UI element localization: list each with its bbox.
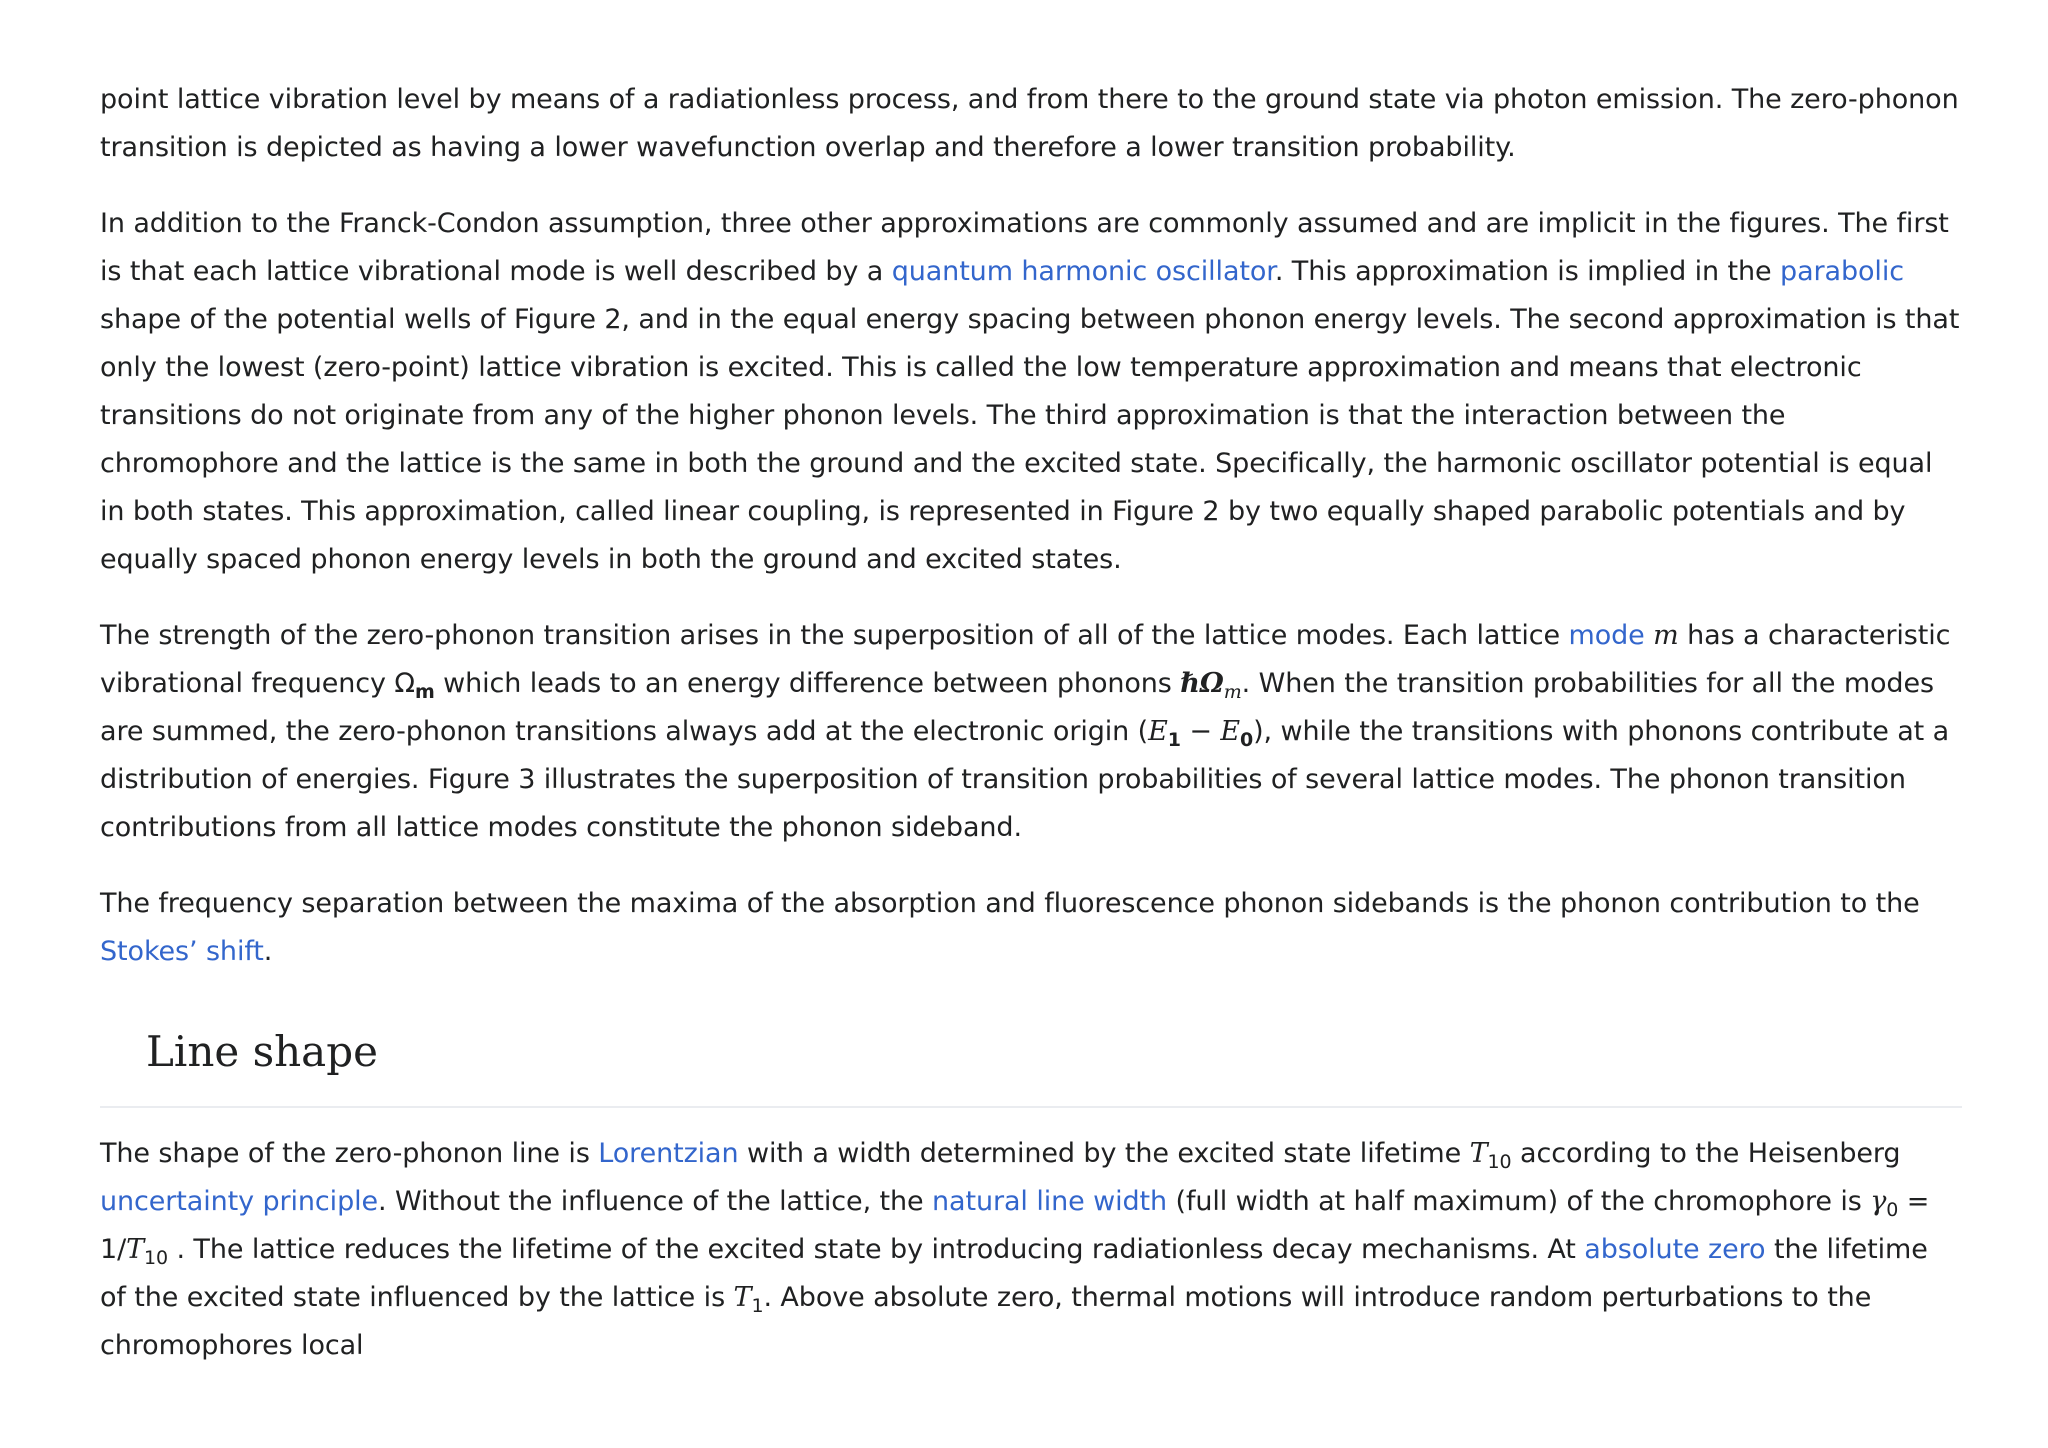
text: (full width at half maximum) of the chromophore is [1167, 1186, 1871, 1217]
text: with a width determined by the excited state lifetime [738, 1138, 1470, 1169]
text: point lattice vibration level by means of a radiationless process, and from there to the ground state via photon emission. The zero-phonon transition is depicted as having a lower wavefunction overlap and therefore a lower transition probability. [100, 84, 1959, 163]
link-mode[interactable]: mode [1568, 620, 1645, 651]
link-lorentzian[interactable]: Lorentzian [598, 1138, 739, 1169]
link-quantum-harmonic-oscillator[interactable]: quantum harmonic oscillator [891, 256, 1275, 287]
text: The shape of the zero-phonon line is [100, 1138, 599, 1169]
text: . This approximation is implied in the [1274, 256, 1781, 287]
paragraph-1 [100, 76, 1962, 172]
text: The strength of the zero-phonon transition arises in the superposition of all of the lattice modes. Each lattice [100, 620, 1569, 651]
paragraph-3: The strength of the zero-phonon transition arises in the superposition of all of the lattice modes. Each lattice mode m has a characteristic vibrational frequency $\Omega_m$ which leads to an energy difference between phonons ℏΩ$_m$. When the transition probabilities for all the modes are summed, the zero-phonon transitions always add at the electronic origin $(E_1 - E_0)$, while the transitions with phonons contribute at a distribution of energies. Figure 3 illustrates the superposition of transition probabilities of several lattice modes. The phonon transition contributions from all lattice modes constitute the phonon sideband. [100, 620, 1951, 843]
text: The frequency separation between the maxima of the absorption and fluorescence phonon sidebands is the phonon contribution to the [100, 888, 1920, 919]
link-stokes-shift[interactable]: Stokes’ shift [100, 936, 264, 967]
math-m: m [1653, 620, 1679, 651]
text: the lifetime of the excited state influenced by the lattice is [100, 1234, 1928, 1313]
text: which leads to an energy difference between phonons [434, 668, 1181, 699]
text: . Above absolute zero, thermal motions will introduce random perturbations to the chromophores local [100, 1282, 1872, 1361]
article-content [100, 76, 1962, 1398]
math-hbar-omega-m: ℏΩ$_m$ [1180, 668, 1242, 703]
math-e1: E [1148, 716, 1168, 747]
paragraph-4: The frequency separation between the maxima of the absorption and fluorescence phonon sidebands is the phonon contribution to the Stokes’ shift. [100, 888, 1920, 967]
math-t10: T [126, 1234, 144, 1265]
math-omega-m: $\Omega_m$ [394, 668, 435, 703]
math-t10: T [1469, 1138, 1488, 1169]
text: ), while the transitions with phonons contribute at a distribution of energies. Figure 3 illustrates the superposition of transition probabilities of several lattice modes. The phonon transition contributions from all lattice modes constitute the phonon sideband. [100, 716, 1950, 843]
link-parabolic[interactable]: parabolic [1780, 256, 1904, 287]
link-uncertainty-principle[interactable]: uncertainty principle [100, 1186, 379, 1217]
link-absolute-zero[interactable]: absolute zero [1584, 1234, 1766, 1265]
text: . The lattice reduces the lifetime of the excited state by introducing radiationless decay mechanisms. At [167, 1234, 1585, 1265]
paragraph-2 [100, 200, 1962, 584]
text: . Without the influence of the lattice, the [378, 1186, 933, 1217]
text: according to the Heisenberg [1511, 1138, 1901, 1169]
text: . When the transition probabilities for all the modes are summed, the zero-phonon transitions always add at the electronic origin ( [100, 668, 1934, 747]
math-gamma0: γ [1870, 1186, 1887, 1217]
math-t1: T [733, 1282, 752, 1313]
paragraph-5: The shape of the zero-phonon line is Lorentzian with a width determined by the excited state lifetime $T_{10}$ according to the Heisenberg uncertainty principle. Without the influence of the lattice, the natural line width (full width at half maximum) of the chromophore is $\gamma_0 = 1/T_{10}$ . The lattice reduces the lifetime of the excited state by introducing radiationless decay mechanisms. At absolute zero the lifetime of the excited state influenced by the lattice is $T_1$. Above absolute zero, thermal motions will introduce random perturbations to the chromophores local [100, 1138, 1930, 1361]
math-e0: E [1220, 716, 1240, 747]
text: shape of the potential wells of Figure 2, and in the equal energy spacing between phonon energy levels. The second approximation is that only the lowest (zero-point) lattice vibration is excited. This is called the low temperature approximation and means that electronic transitions do not originate from any of the higher phonon levels. The third approximation is that the interaction between the chromophore and the lattice is the same in both the ground and the excited state. Specifically, the harmonic oscillator potential is equal in both states. This approximation, called linear coupling, is represented in Figure 2 by two equally shaped parabolic potentials and by equally spaced phonon energy levels in both the ground and excited states. [100, 304, 1960, 575]
section-heading-line-shape: Line shape [100, 1024, 1962, 1108]
link-natural-line-width[interactable]: natural line width [932, 1186, 1168, 1217]
text: has a characteristic vibrational frequency [100, 620, 1951, 699]
text: In addition to the Franck-Condon assumption, three other approximations are commonly assumed and are implicit in the figures. The first is that each lattice vibrational mode is well described by a [100, 208, 1949, 287]
